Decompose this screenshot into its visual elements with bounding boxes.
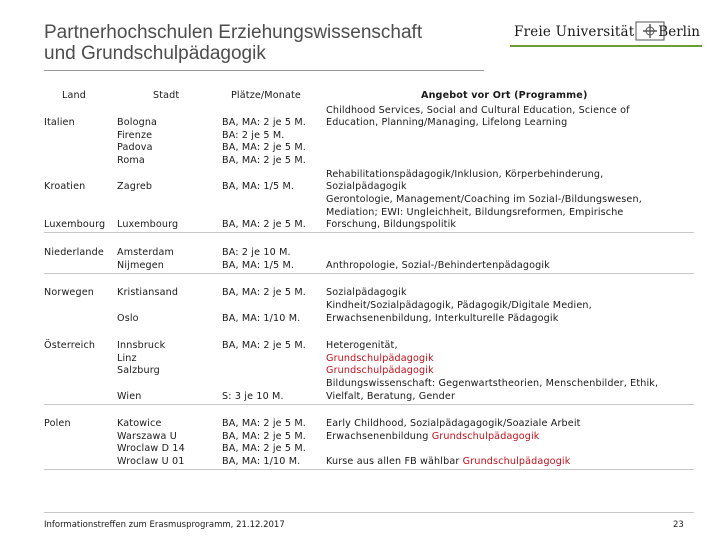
- plaetze-cell: BA, MA: 2 je 5 M.: [222, 418, 306, 429]
- header-stadt: Stadt: [153, 90, 180, 101]
- stadt-cell: Nijmegen: [117, 259, 165, 271]
- row-land: Niederlande: [44, 247, 104, 258]
- angebot-cell: Mediation; EWI: Ungleichheit, Bildungsreformen, Empirische: [326, 206, 624, 218]
- plaetze-cell: BA, MA: 2 je 5 M.: [222, 219, 306, 230]
- stadt-cell: Salzburg: [117, 365, 160, 376]
- title-line-2: und Grundschulpädagogik: [44, 43, 266, 64]
- angebot-highlight: Grundschulpädagogik: [431, 430, 540, 442]
- angebot-cell: Early Childhood, Sozialpädagagogik/Soaziale Arbeit: [326, 418, 581, 429]
- stadt-cell: Linz: [117, 352, 137, 364]
- stadt-cell: Padova: [117, 142, 153, 153]
- row-land: Kroatien: [44, 181, 86, 192]
- row-divider: [44, 469, 694, 470]
- plaetze-cell: BA, MA: 2 je 5 M.: [222, 443, 306, 454]
- stadt-cell: Wien: [117, 390, 142, 402]
- stadt-cell: Innsbruck: [117, 340, 166, 351]
- stadt-cell: Katowice: [117, 418, 162, 429]
- angebot-cell: Heterogenität,: [326, 340, 398, 351]
- logo-text-berlin: Berlin: [658, 24, 700, 40]
- angebot-cell: Bildungswissenschaft: Gegenwartstheorien, Menschenbilder, Ethik,: [326, 378, 659, 389]
- row-land: Norwegen: [44, 287, 95, 298]
- stadt-cell: Oslo: [117, 313, 139, 324]
- stadt-cell: Roma: [117, 154, 145, 166]
- header-plaetze: Plätze/Monate: [231, 90, 301, 101]
- footer-divider: [44, 512, 694, 513]
- row-land: Italien: [44, 117, 75, 128]
- plaetze-cell: BA, MA: 2 je 5 M.: [222, 142, 306, 153]
- angebot-cell: Anthropologie, Sozial-/Behindertenpädagogik: [326, 259, 550, 271]
- university-logo: [510, 20, 702, 46]
- plaetze-cell: BA, MA: 2 je 5 M.: [222, 154, 306, 166]
- stadt-cell: Luxembourg: [117, 219, 179, 230]
- stadt-cell: Wroclaw U 01: [117, 455, 185, 467]
- stadt-cell: Amsterdam: [117, 247, 175, 258]
- angebot-cell: Childhood Services, Social and Cultural Education, Science of: [326, 104, 630, 116]
- row-land: Luxembourg: [44, 219, 106, 230]
- plaetze-cell: BA, MA: 2 je 5 M.: [222, 430, 306, 442]
- row-divider: [44, 404, 694, 405]
- angebot-cell: Vielfalt, Beratung, Gender: [326, 390, 456, 402]
- footer-text: Informationstreffen zum Erasmusprogramm, 21.12.2017: [44, 520, 285, 530]
- angebot-cell: Rehabilitationspädagogik/Inklusion, Körperbehinderung,: [326, 168, 604, 180]
- plaetze-cell: BA, MA: 1/5 M.: [222, 181, 295, 192]
- angebot-cell: Sozialpädagogik: [326, 181, 407, 192]
- logo-green-bar: [510, 45, 702, 47]
- page-number: 23: [673, 520, 684, 530]
- plaetze-cell: S: 3 je 10 M.: [222, 390, 284, 402]
- angebot-cell: Kindheit/Sozialpädagogik, Pädagogik/Digitale Medien,: [326, 300, 592, 311]
- stadt-cell: Wroclaw D 14: [117, 443, 185, 454]
- stadt-cell: Kristiansand: [117, 287, 179, 298]
- stadt-cell: Bologna: [117, 117, 158, 128]
- angebot-cell: Erwachsenenbildung, Interkulturelle Pädagogik: [326, 313, 559, 324]
- plaetze-cell: BA, MA: 1/5 M.: [222, 259, 295, 271]
- row-land: Österreich: [44, 340, 96, 351]
- angebot-highlight: Grundschulpädagogik: [326, 352, 434, 364]
- row-land: Polen: [44, 418, 71, 429]
- page-title: [44, 22, 422, 64]
- angebot-cell: Education, Planning/Managing, Lifelong Learning: [326, 117, 568, 128]
- plaetze-cell: BA: 2 je 5 M.: [222, 129, 285, 141]
- angebot-cell: Sozialpädagogik: [326, 287, 407, 298]
- angebot-highlight: Grundschulpädagogik: [326, 365, 434, 376]
- stadt-cell: Warszawa U: [117, 430, 177, 442]
- stadt-cell: Zagreb: [117, 181, 153, 192]
- angebot-cell: Forschung, Bildungspolitik: [326, 219, 457, 230]
- angebot-line: [326, 431, 540, 444]
- row-divider: [44, 232, 694, 233]
- angebot-cell: Gerontologie, Management/Coaching im Sozial-/Bildungswesen,: [326, 194, 642, 205]
- plaetze-cell: BA, MA: 2 je 5 M.: [222, 117, 306, 128]
- title-divider: [44, 70, 484, 71]
- header-land: Land: [62, 90, 86, 101]
- angebot-cell: Erwachsenenbildung: [326, 430, 432, 442]
- logo-text-freie-universitaet: Freie Universität: [514, 24, 635, 40]
- angebot-highlight: Grundschulpädagogik: [462, 455, 571, 467]
- angebot-cell: Kurse aus allen FB wählbar: [326, 455, 463, 467]
- angebot-line: [326, 456, 570, 469]
- plaetze-cell: BA, MA: 1/10 M.: [222, 455, 301, 467]
- plaetze-cell: BA: 2 je 10 M.: [222, 247, 291, 258]
- plaetze-cell: BA, MA: 1/10 M.: [222, 313, 301, 324]
- title-line-1: Partnerhochschulen Erziehungswissenschaft: [44, 22, 423, 43]
- row-divider: [44, 273, 694, 274]
- plaetze-cell: BA, MA: 2 je 5 M.: [222, 340, 306, 351]
- header-angebot: Angebot vor Ort (Programme): [421, 90, 588, 101]
- plaetze-cell: BA, MA: 2 je 5 M.: [222, 287, 306, 298]
- stadt-cell: Firenze: [117, 129, 153, 141]
